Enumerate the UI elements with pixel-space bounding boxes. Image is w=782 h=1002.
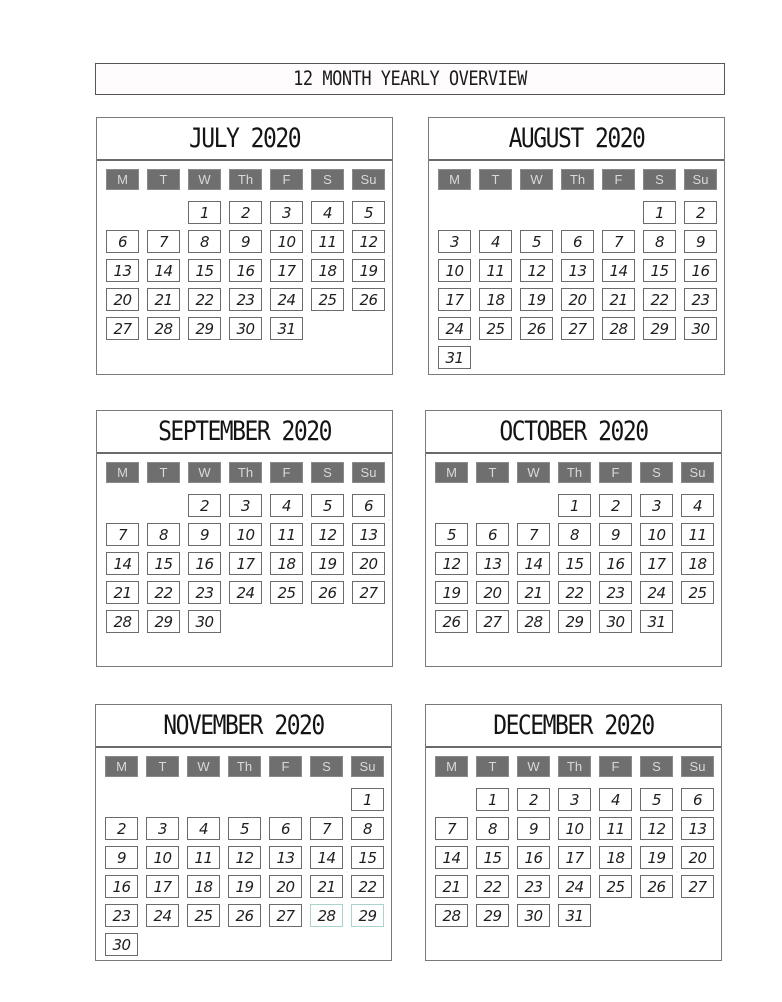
day-cell: 25 — [187, 904, 220, 927]
day-cell: 18 — [311, 259, 344, 282]
day-cell: 7 — [435, 817, 468, 840]
day-cell: 24 — [270, 288, 303, 311]
weekday-header: W — [188, 462, 221, 483]
day-cell: 5 — [352, 201, 385, 224]
day-cell: 28 — [310, 904, 343, 927]
day-cell: 16 — [229, 259, 262, 282]
day-cell: 6 — [269, 817, 302, 840]
day-cell: 13 — [561, 259, 594, 282]
day-cell: 3 — [146, 817, 179, 840]
weekday-header: Su — [352, 462, 385, 483]
day-cell: 2 — [517, 788, 550, 811]
day-cell: 4 — [479, 230, 512, 253]
day-cell: 24 — [438, 317, 471, 340]
day-cell: 21 — [147, 288, 180, 311]
day-cell: 21 — [602, 288, 635, 311]
day-cell: 27 — [106, 317, 139, 340]
day-cell: 11 — [599, 817, 632, 840]
day-cell: 7 — [310, 817, 343, 840]
day-cell: 29 — [476, 904, 509, 927]
day-cell: 22 — [476, 875, 509, 898]
weekday-header: M — [438, 169, 471, 190]
day-cell: 10 — [146, 846, 179, 869]
day-cell: 17 — [270, 259, 303, 282]
day-cell: 5 — [435, 523, 468, 546]
day-cell: 14 — [310, 846, 343, 869]
weekday-header: M — [106, 462, 139, 483]
weekday-header: T — [146, 756, 179, 777]
day-cell: 15 — [558, 552, 591, 575]
month-title: AUGUST 2020 — [429, 118, 724, 161]
day-cell: 17 — [438, 288, 471, 311]
day-cell: 9 — [188, 523, 221, 546]
day-cell: 17 — [146, 875, 179, 898]
page-title-text: 12 MONTH YEARLY OVERVIEW — [293, 67, 527, 91]
day-cell: 27 — [352, 581, 385, 604]
day-cell: 1 — [643, 201, 676, 224]
month-october — [425, 410, 722, 667]
day-cell: 31 — [640, 610, 673, 633]
day-cell: 19 — [352, 259, 385, 282]
day-cell: 9 — [684, 230, 717, 253]
day-cell: 9 — [517, 817, 550, 840]
day-cell: 29 — [147, 610, 180, 633]
day-cell: 7 — [517, 523, 550, 546]
day-cell: 1 — [558, 494, 591, 517]
day-cell: 31 — [438, 346, 471, 369]
day-cell: 19 — [640, 846, 673, 869]
weekday-header: S — [640, 756, 673, 777]
day-cell: 29 — [188, 317, 221, 340]
weekday-header: W — [188, 169, 221, 190]
day-cell: 16 — [105, 875, 138, 898]
day-cell: 9 — [105, 846, 138, 869]
day-cell: 15 — [351, 846, 384, 869]
day-cell: 27 — [476, 610, 509, 633]
day-cell: 5 — [640, 788, 673, 811]
day-cell: 8 — [351, 817, 384, 840]
month-grid — [106, 169, 385, 337]
day-cell: 30 — [229, 317, 262, 340]
day-cell: 23 — [188, 581, 221, 604]
day-cell: 1 — [188, 201, 221, 224]
day-cell: 30 — [105, 933, 138, 956]
day-cell: 19 — [228, 875, 261, 898]
day-cell: 28 — [106, 610, 139, 633]
day-cell: 15 — [643, 259, 676, 282]
day-cell: 4 — [599, 788, 632, 811]
day-cell: 16 — [684, 259, 717, 282]
day-cell: 7 — [106, 523, 139, 546]
day-cell: 13 — [269, 846, 302, 869]
day-cell: 18 — [681, 552, 714, 575]
day-cell: 10 — [229, 523, 262, 546]
weekday-header: M — [435, 756, 468, 777]
day-cell: 22 — [147, 581, 180, 604]
day-cell: 3 — [558, 788, 591, 811]
day-cell: 18 — [479, 288, 512, 311]
day-cell: 17 — [229, 552, 262, 575]
day-cell: 13 — [681, 817, 714, 840]
weekday-header: Th — [229, 462, 262, 483]
month-july — [96, 117, 393, 375]
day-cell: 24 — [229, 581, 262, 604]
day-cell: 6 — [681, 788, 714, 811]
weekday-header: S — [311, 462, 344, 483]
day-cell: 26 — [520, 317, 553, 340]
month-title: SEPTEMBER 2020 — [97, 411, 392, 454]
day-cell: 11 — [270, 523, 303, 546]
day-cell: 19 — [520, 288, 553, 311]
day-cell: 8 — [643, 230, 676, 253]
day-cell: 29 — [351, 904, 384, 927]
day-cell: 14 — [435, 846, 468, 869]
weekday-header: Su — [684, 169, 717, 190]
day-cell: 17 — [558, 846, 591, 869]
day-cell: 15 — [188, 259, 221, 282]
weekday-header: S — [643, 169, 676, 190]
day-cell: 20 — [352, 552, 385, 575]
day-cell: 16 — [599, 552, 632, 575]
month-december — [425, 704, 722, 961]
day-cell: 13 — [352, 523, 385, 546]
day-cell: 8 — [188, 230, 221, 253]
month-grid — [106, 462, 385, 630]
day-cell: 21 — [106, 581, 139, 604]
day-cell: 15 — [476, 846, 509, 869]
day-cell: 25 — [311, 288, 344, 311]
day-cell: 27 — [681, 875, 714, 898]
day-cell: 22 — [643, 288, 676, 311]
weekday-header: Th — [561, 169, 594, 190]
day-cell: 26 — [640, 875, 673, 898]
day-cell: 21 — [310, 875, 343, 898]
day-cell: 5 — [228, 817, 261, 840]
day-cell: 13 — [476, 552, 509, 575]
weekday-header: F — [602, 169, 635, 190]
day-cell: 13 — [106, 259, 139, 282]
day-cell: 30 — [684, 317, 717, 340]
day-cell: 10 — [640, 523, 673, 546]
day-cell: 25 — [270, 581, 303, 604]
day-cell: 20 — [106, 288, 139, 311]
day-cell: 18 — [270, 552, 303, 575]
day-cell: 26 — [228, 904, 261, 927]
day-cell: 12 — [352, 230, 385, 253]
page-title — [95, 63, 725, 95]
day-cell: 9 — [599, 523, 632, 546]
day-cell: 8 — [147, 523, 180, 546]
day-cell: 26 — [435, 610, 468, 633]
day-cell: 11 — [681, 523, 714, 546]
day-cell: 3 — [438, 230, 471, 253]
day-cell: 24 — [558, 875, 591, 898]
day-cell: 1 — [351, 788, 384, 811]
day-cell: 3 — [640, 494, 673, 517]
weekday-header: M — [105, 756, 138, 777]
month-title: JULY 2020 — [97, 118, 392, 161]
day-cell: 23 — [229, 288, 262, 311]
day-cell: 10 — [558, 817, 591, 840]
day-cell: 14 — [147, 259, 180, 282]
weekday-header: F — [599, 462, 632, 483]
day-cell: 26 — [352, 288, 385, 311]
day-cell: 16 — [188, 552, 221, 575]
day-cell: 24 — [640, 581, 673, 604]
day-cell: 2 — [105, 817, 138, 840]
day-cell: 10 — [438, 259, 471, 282]
weekday-header: W — [520, 169, 553, 190]
day-cell: 26 — [311, 581, 344, 604]
weekday-header: T — [476, 756, 509, 777]
weekday-header: F — [270, 169, 303, 190]
day-cell: 12 — [435, 552, 468, 575]
weekday-header: M — [106, 169, 139, 190]
day-cell: 27 — [561, 317, 594, 340]
day-cell: 12 — [311, 523, 344, 546]
weekday-header: Su — [681, 756, 714, 777]
weekday-header: T — [147, 169, 180, 190]
day-cell: 2 — [188, 494, 221, 517]
day-cell: 20 — [681, 846, 714, 869]
day-cell: 11 — [479, 259, 512, 282]
day-cell: 21 — [517, 581, 550, 604]
day-cell: 22 — [558, 581, 591, 604]
month-title: OCTOBER 2020 — [426, 411, 721, 454]
day-cell: 30 — [517, 904, 550, 927]
weekday-header: M — [435, 462, 468, 483]
month-grid — [435, 756, 714, 924]
day-cell: 3 — [229, 494, 262, 517]
day-cell: 25 — [479, 317, 512, 340]
day-cell: 25 — [599, 875, 632, 898]
day-cell: 4 — [311, 201, 344, 224]
day-cell: 14 — [517, 552, 550, 575]
day-cell: 28 — [517, 610, 550, 633]
day-cell: 28 — [435, 904, 468, 927]
day-cell: 3 — [270, 201, 303, 224]
weekday-header: S — [640, 462, 673, 483]
month-grid — [435, 462, 714, 630]
day-cell: 23 — [105, 904, 138, 927]
day-cell: 9 — [229, 230, 262, 253]
day-cell: 31 — [270, 317, 303, 340]
day-cell: 7 — [602, 230, 635, 253]
day-cell: 22 — [188, 288, 221, 311]
weekday-header: Th — [229, 169, 262, 190]
weekday-header: T — [147, 462, 180, 483]
month-september — [96, 410, 393, 667]
month-november — [95, 704, 392, 961]
day-cell: 28 — [147, 317, 180, 340]
day-cell: 4 — [681, 494, 714, 517]
weekday-header: W — [517, 462, 550, 483]
day-cell: 17 — [640, 552, 673, 575]
weekday-header: Th — [558, 462, 591, 483]
month-august — [428, 117, 725, 375]
day-cell: 22 — [351, 875, 384, 898]
day-cell: 5 — [311, 494, 344, 517]
day-cell: 4 — [270, 494, 303, 517]
day-cell: 16 — [517, 846, 550, 869]
weekday-header: Th — [228, 756, 261, 777]
day-cell: 20 — [269, 875, 302, 898]
day-cell: 25 — [681, 581, 714, 604]
weekday-header: S — [310, 756, 343, 777]
day-cell: 12 — [520, 259, 553, 282]
day-cell: 12 — [640, 817, 673, 840]
day-cell: 6 — [561, 230, 594, 253]
weekday-header: F — [270, 462, 303, 483]
day-cell: 15 — [147, 552, 180, 575]
day-cell: 30 — [599, 610, 632, 633]
day-cell: 29 — [643, 317, 676, 340]
day-cell: 2 — [229, 201, 262, 224]
day-cell: 23 — [517, 875, 550, 898]
day-cell: 14 — [106, 552, 139, 575]
day-cell: 14 — [602, 259, 635, 282]
day-cell: 11 — [311, 230, 344, 253]
day-cell: 6 — [476, 523, 509, 546]
weekday-header: F — [599, 756, 632, 777]
weekday-header: S — [311, 169, 344, 190]
day-cell: 18 — [599, 846, 632, 869]
day-cell: 4 — [187, 817, 220, 840]
day-cell: 30 — [188, 610, 221, 633]
day-cell: 10 — [270, 230, 303, 253]
month-grid — [105, 756, 384, 953]
day-cell: 2 — [599, 494, 632, 517]
day-cell: 8 — [558, 523, 591, 546]
day-cell: 2 — [684, 201, 717, 224]
weekday-header: Su — [681, 462, 714, 483]
month-title: DECEMBER 2020 — [426, 705, 721, 748]
weekday-header: Su — [352, 169, 385, 190]
day-cell: 23 — [684, 288, 717, 311]
day-cell: 19 — [435, 581, 468, 604]
day-cell: 6 — [106, 230, 139, 253]
weekday-header: Th — [558, 756, 591, 777]
day-cell: 1 — [476, 788, 509, 811]
day-cell: 18 — [187, 875, 220, 898]
day-cell: 5 — [520, 230, 553, 253]
weekday-header: W — [187, 756, 220, 777]
day-cell: 29 — [558, 610, 591, 633]
day-cell: 20 — [561, 288, 594, 311]
day-cell: 19 — [311, 552, 344, 575]
month-title: NOVEMBER 2020 — [96, 705, 391, 748]
month-grid — [438, 169, 717, 366]
day-cell: 8 — [476, 817, 509, 840]
weekday-header: Su — [351, 756, 384, 777]
weekday-header: W — [517, 756, 550, 777]
day-cell: 27 — [269, 904, 302, 927]
day-cell: 31 — [558, 904, 591, 927]
day-cell: 6 — [352, 494, 385, 517]
day-cell: 11 — [187, 846, 220, 869]
day-cell: 7 — [147, 230, 180, 253]
weekday-header: T — [479, 169, 512, 190]
weekday-header: T — [476, 462, 509, 483]
day-cell: 12 — [228, 846, 261, 869]
day-cell: 24 — [146, 904, 179, 927]
day-cell: 21 — [435, 875, 468, 898]
day-cell: 20 — [476, 581, 509, 604]
day-cell: 23 — [599, 581, 632, 604]
weekday-header: F — [269, 756, 302, 777]
day-cell: 28 — [602, 317, 635, 340]
